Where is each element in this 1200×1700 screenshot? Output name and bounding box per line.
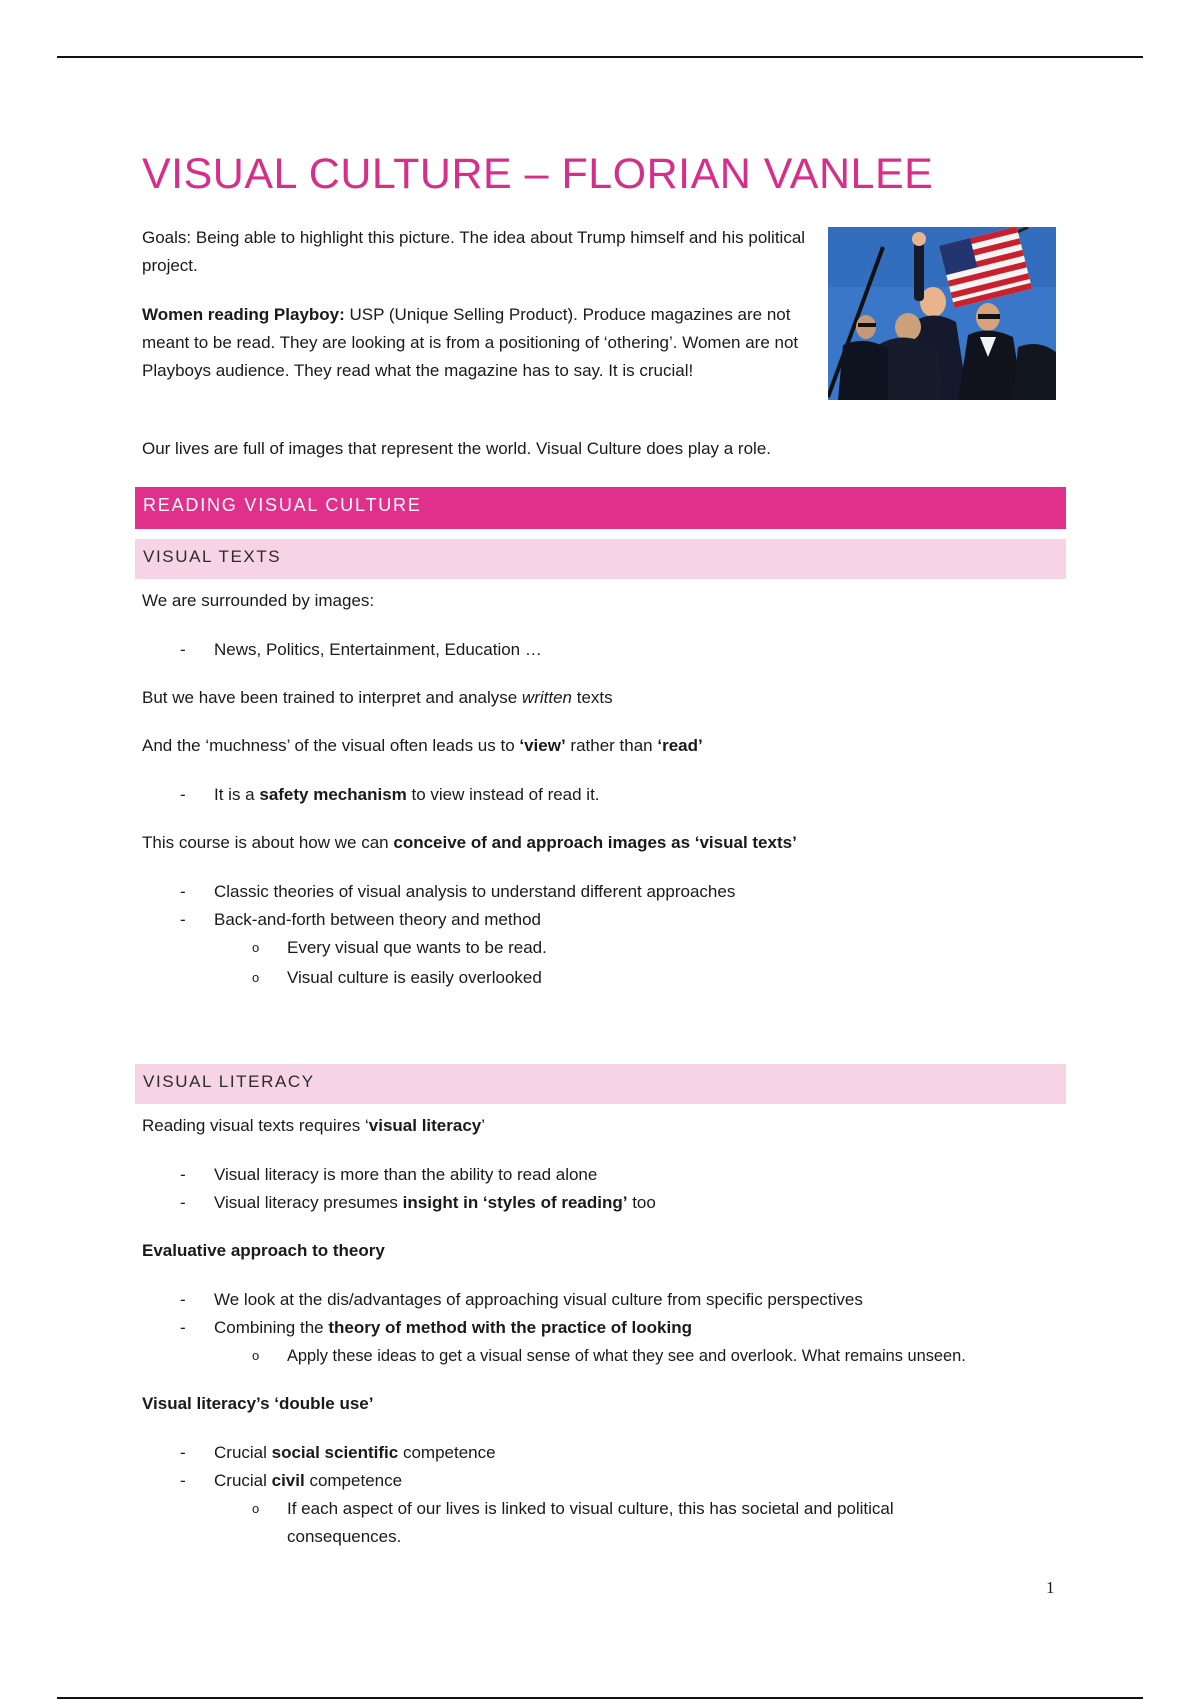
vt-b2-tail: to view instead of read it.	[406, 785, 600, 804]
vl-b5-tail: competence	[398, 1443, 496, 1462]
subsection-band-visual-texts	[135, 539, 1066, 579]
bullet-circle: o	[252, 1348, 260, 1363]
vl-heading-double-use	[142, 1390, 373, 1418]
vt-sub-bullet-2: Visual culture is easily overlooked	[287, 968, 542, 987]
subsection-heading: VISUAL LITERACY	[143, 1072, 315, 1091]
vt-p2-italic: written	[521, 688, 572, 707]
vl-b5-bold: social scientific	[271, 1443, 399, 1462]
vl-h2: Evaluative approach to theory	[142, 1241, 385, 1260]
vt-bullet-3: Classic theories of visual analysis to understand different approaches	[214, 882, 736, 901]
bullet-dash: -	[180, 1193, 186, 1212]
vt-b2-text: It is a	[214, 785, 260, 804]
bottom-rule	[57, 1697, 1143, 1699]
vl-sub-bullet-2: If each aspect of our lives is linked to visual culture, this has societal and political consequences.	[287, 1499, 894, 1546]
vt-bullet-1: News, Politics, Entertainment, Education …	[214, 640, 542, 659]
vl-bullet-3: We look at the dis/advantages of approaching visual culture from specific perspectives	[214, 1290, 863, 1309]
subsection-band-visual-literacy	[135, 1064, 1066, 1104]
lives-paragraph: Our lives are full of images that represent the world. Visual Culture does play a role.	[142, 439, 771, 458]
vl-heading-evaluative	[142, 1237, 385, 1265]
vt-paragraph-1: We are surrounded by images:	[142, 591, 375, 610]
bullet-dash: -	[180, 785, 186, 804]
vt-p3-read: ‘read’	[657, 736, 703, 755]
vl-bullet-2	[214, 1189, 656, 1217]
bullet-circle: o	[252, 970, 260, 985]
vt-paragraph-2	[142, 684, 613, 712]
vl-b2-tail: too	[627, 1193, 656, 1212]
playboy-text: USP (Unique Selling Product). Produce magazines are not meant to be read. They are looking at is from a positioning of ‘othering’. Women are not Playboys audience. They read what the magazine has to say. It is crucial!	[142, 305, 799, 380]
bullet-dash: -	[180, 1165, 186, 1184]
vt-b2-bold: safety mechanism	[259, 785, 407, 804]
vt-p4-bold: conceive of and approach images as ‘visual texts’	[393, 833, 797, 852]
vl-b6-bold: civil	[271, 1471, 305, 1490]
bullet-dash: -	[180, 1318, 186, 1337]
vt-paragraph-3	[142, 732, 703, 760]
bullet-dash: -	[180, 1443, 186, 1462]
vt-p3-text: And the ‘muchness’ of the visual often leads us to	[142, 736, 520, 755]
vl-b4-text: Combining the	[214, 1318, 329, 1337]
page-number: 1	[1046, 1578, 1055, 1597]
vl-b4-bold: theory of method with the practice of looking	[328, 1318, 692, 1337]
playboy-paragraph	[142, 301, 812, 385]
vt-sub-bullet-1: Every visual que wants to be read.	[287, 938, 547, 957]
flag-photo-icon	[828, 227, 1056, 400]
vl-p1-tail: ’	[481, 1116, 486, 1135]
vl-b6-text: Crucial	[214, 1471, 272, 1490]
subsection-heading: VISUAL TEXTS	[143, 547, 282, 566]
vt-p3-view: ‘view’	[519, 736, 566, 755]
vt-p4-text: This course is about how we can	[142, 833, 394, 852]
vt-p3-mid: rather than	[565, 736, 658, 755]
vl-paragraph-1	[142, 1112, 485, 1140]
vl-bullet-4	[214, 1314, 692, 1342]
vt-p2-text: But we have been trained to interpret and analyse	[142, 688, 522, 707]
vl-b5-text: Crucial	[214, 1443, 272, 1462]
top-rule	[57, 56, 1143, 58]
bullet-dash: -	[180, 1471, 186, 1490]
vt-paragraph-4	[142, 829, 797, 857]
vl-p1-bold: visual literacy	[368, 1116, 482, 1135]
vl-bullet-6	[214, 1467, 402, 1495]
bullet-dash: -	[180, 882, 186, 901]
bullet-dash: -	[180, 910, 186, 929]
bullet-circle: o	[252, 940, 260, 955]
vl-b2-bold: insight in ‘styles of reading’	[402, 1193, 628, 1212]
playboy-label: Women reading Playboy:	[142, 305, 345, 324]
vl-bullet-5	[214, 1439, 496, 1467]
vl-bullet-1: Visual literacy is more than the ability to read alone	[214, 1165, 598, 1184]
bullet-dash: -	[180, 640, 186, 659]
vl-b2-text: Visual literacy presumes	[214, 1193, 403, 1212]
section-band-reading-visual-culture	[135, 487, 1066, 529]
vt-bullet-2	[214, 781, 600, 809]
page-title: VISUAL CULTURE – FLORIAN VANLEE	[142, 150, 934, 198]
bullet-circle: o	[252, 1501, 260, 1516]
goals-paragraph: Goals: Being able to highlight this picture. The idea about Trump himself and his political project.	[142, 228, 806, 275]
vl-b6-tail: competence	[304, 1471, 403, 1490]
photo-illustration	[828, 227, 1056, 400]
bullet-dash: -	[180, 1290, 186, 1309]
vl-sub-bullet-1: Apply these ideas to get a visual sense of what they see and overlook. What remains unseen.	[287, 1347, 966, 1365]
section-heading: READING VISUAL CULTURE	[143, 495, 422, 515]
vl-h3: Visual literacy’s ‘double use’	[142, 1394, 374, 1413]
vt-bullet-4: Back-and-forth between theory and method	[214, 910, 541, 929]
vl-p1-text: Reading visual texts requires ‘	[142, 1116, 369, 1135]
vt-p2-tail: texts	[572, 688, 613, 707]
